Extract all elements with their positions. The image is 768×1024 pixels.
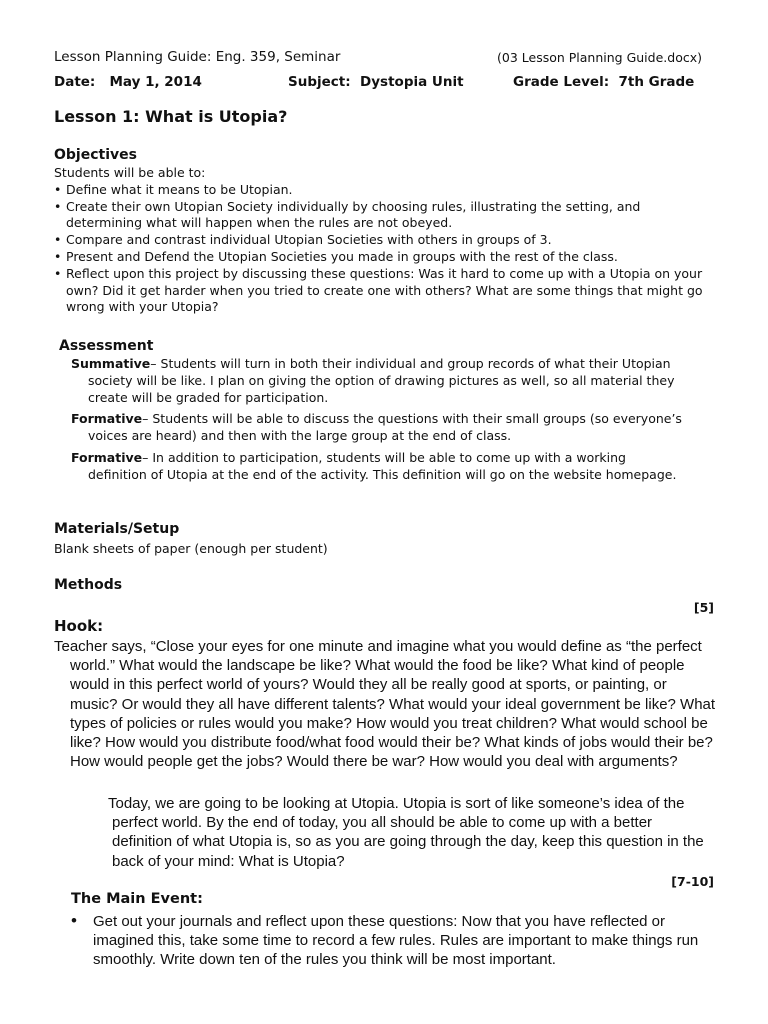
objectives-heading: Objectives: [54, 147, 137, 163]
assessment-label: Formative: [71, 449, 143, 465]
main-time-marker: [7-10]: [671, 874, 714, 889]
assessment-section: [71, 356, 683, 484]
assessment-item: [71, 411, 683, 445]
grade-label: Grade Level:: [513, 74, 610, 90]
objectives-intro: Students will be able to:: [54, 165, 206, 180]
objective-item: • Present and Defend the Utopian Societies you made in groups with the rest of the class.: [54, 249, 714, 266]
hook-heading: Hook:: [54, 617, 104, 635]
assessment-label: Formative: [71, 411, 143, 427]
hook-section: [54, 637, 716, 771]
objective-item: • Compare and contrast individual Utopian Societies with others in groups of 3.: [54, 232, 714, 249]
assessment-heading: Assessment: [59, 338, 154, 354]
objective-item: • Reflect upon this project by discussing these questions: Was it hard to come up with a Utopia on your own? Did it get harder when you tried to create one with others? What are some things that might go wrong with your Utopia?: [54, 266, 714, 316]
grade-value: 7th Grade: [618, 74, 695, 90]
subject-value: Dystopia Unit: [360, 74, 464, 90]
assessment-item: [71, 356, 683, 406]
date-label: Date:: [54, 74, 96, 90]
hook-followup-text: Today, we are going to be looking at Utopia. Utopia is sort of like someone’s idea of the perfect world. By the end of today, you all should be able to come up with a better definition of what Utopia is, so as you are going through the day, keep this question in the back of your mind: What is Utopia?: [108, 795, 704, 870]
methods-heading: Methods: [54, 577, 123, 593]
file-name: (03 Lesson Planning Guide.docx): [497, 50, 702, 65]
main-event-section: [71, 912, 716, 970]
date-field: [54, 74, 202, 90]
assessment-text: – Students will be able to discuss the questions with their small groups (so everyone’s voices are heard) and then with the large group at the end of class.: [88, 411, 682, 444]
hook-text: Teacher says, “Close your eyes for one minute and imagine what you would define as “the perfect world.” What would the landscape be like? What would the food be like? What kind of people would in this perfect world of yours? Would they all be really good at sports, or painting, or music? Or would they all have different talents? What would your ideal government be like? What types of policies or rules would you make? How would you treat children? What would school be like? How would you distribute food/what food would their be? What kinds of jobs would their be? How would people get the jobs? Would there be war? How would you deal with arguments?: [54, 638, 716, 771]
subject-label: Subject:: [288, 74, 351, 90]
assessment-label: Summative: [71, 356, 151, 371]
assessment-item: [71, 450, 683, 484]
main-event-heading: The Main Event:: [71, 891, 203, 907]
objectives-section: [54, 165, 714, 316]
date-value: May 1, 2014: [109, 74, 202, 90]
assessment-text: – In addition to participation, students will be able to come up with a working definition of Utopia at the end of the activity. This definition will go on the website homepage.: [88, 449, 677, 482]
grade-field: [513, 74, 694, 90]
materials-heading: Materials/Setup: [54, 521, 180, 537]
guide-label: Lesson Planning Guide: Eng. 359, Seminar: [54, 49, 341, 65]
main-event-item: • Get out your journals and reflect upon these questions: Now that you have reflected or imagined this, take some time to record a few rules. Rules are important to make things run smoothly. Write down ten of the rules you think will be most important.: [71, 912, 716, 970]
hook-followup-section: [107, 794, 715, 871]
assessment-text: – Students will turn in both their individual and group records of what their Utopian society will be like. I plan on giving the option of drawing pictures as well, so all material they create will be graded for participation.: [88, 356, 675, 405]
materials-text: Blank sheets of paper (enough per student): [54, 541, 328, 556]
subject-field: [288, 74, 464, 90]
main-event-list: [71, 912, 716, 970]
objective-item: • Create their own Utopian Society individually by choosing rules, illustrating the setting, and determining what will happen when the rules are not obeyed.: [54, 199, 714, 233]
hook-time-marker: [5]: [693, 600, 714, 615]
objectives-list: [54, 182, 714, 316]
objective-item: • Define what it means to be Utopian.: [54, 182, 714, 199]
lesson-title: Lesson 1: What is Utopia?: [54, 107, 288, 126]
